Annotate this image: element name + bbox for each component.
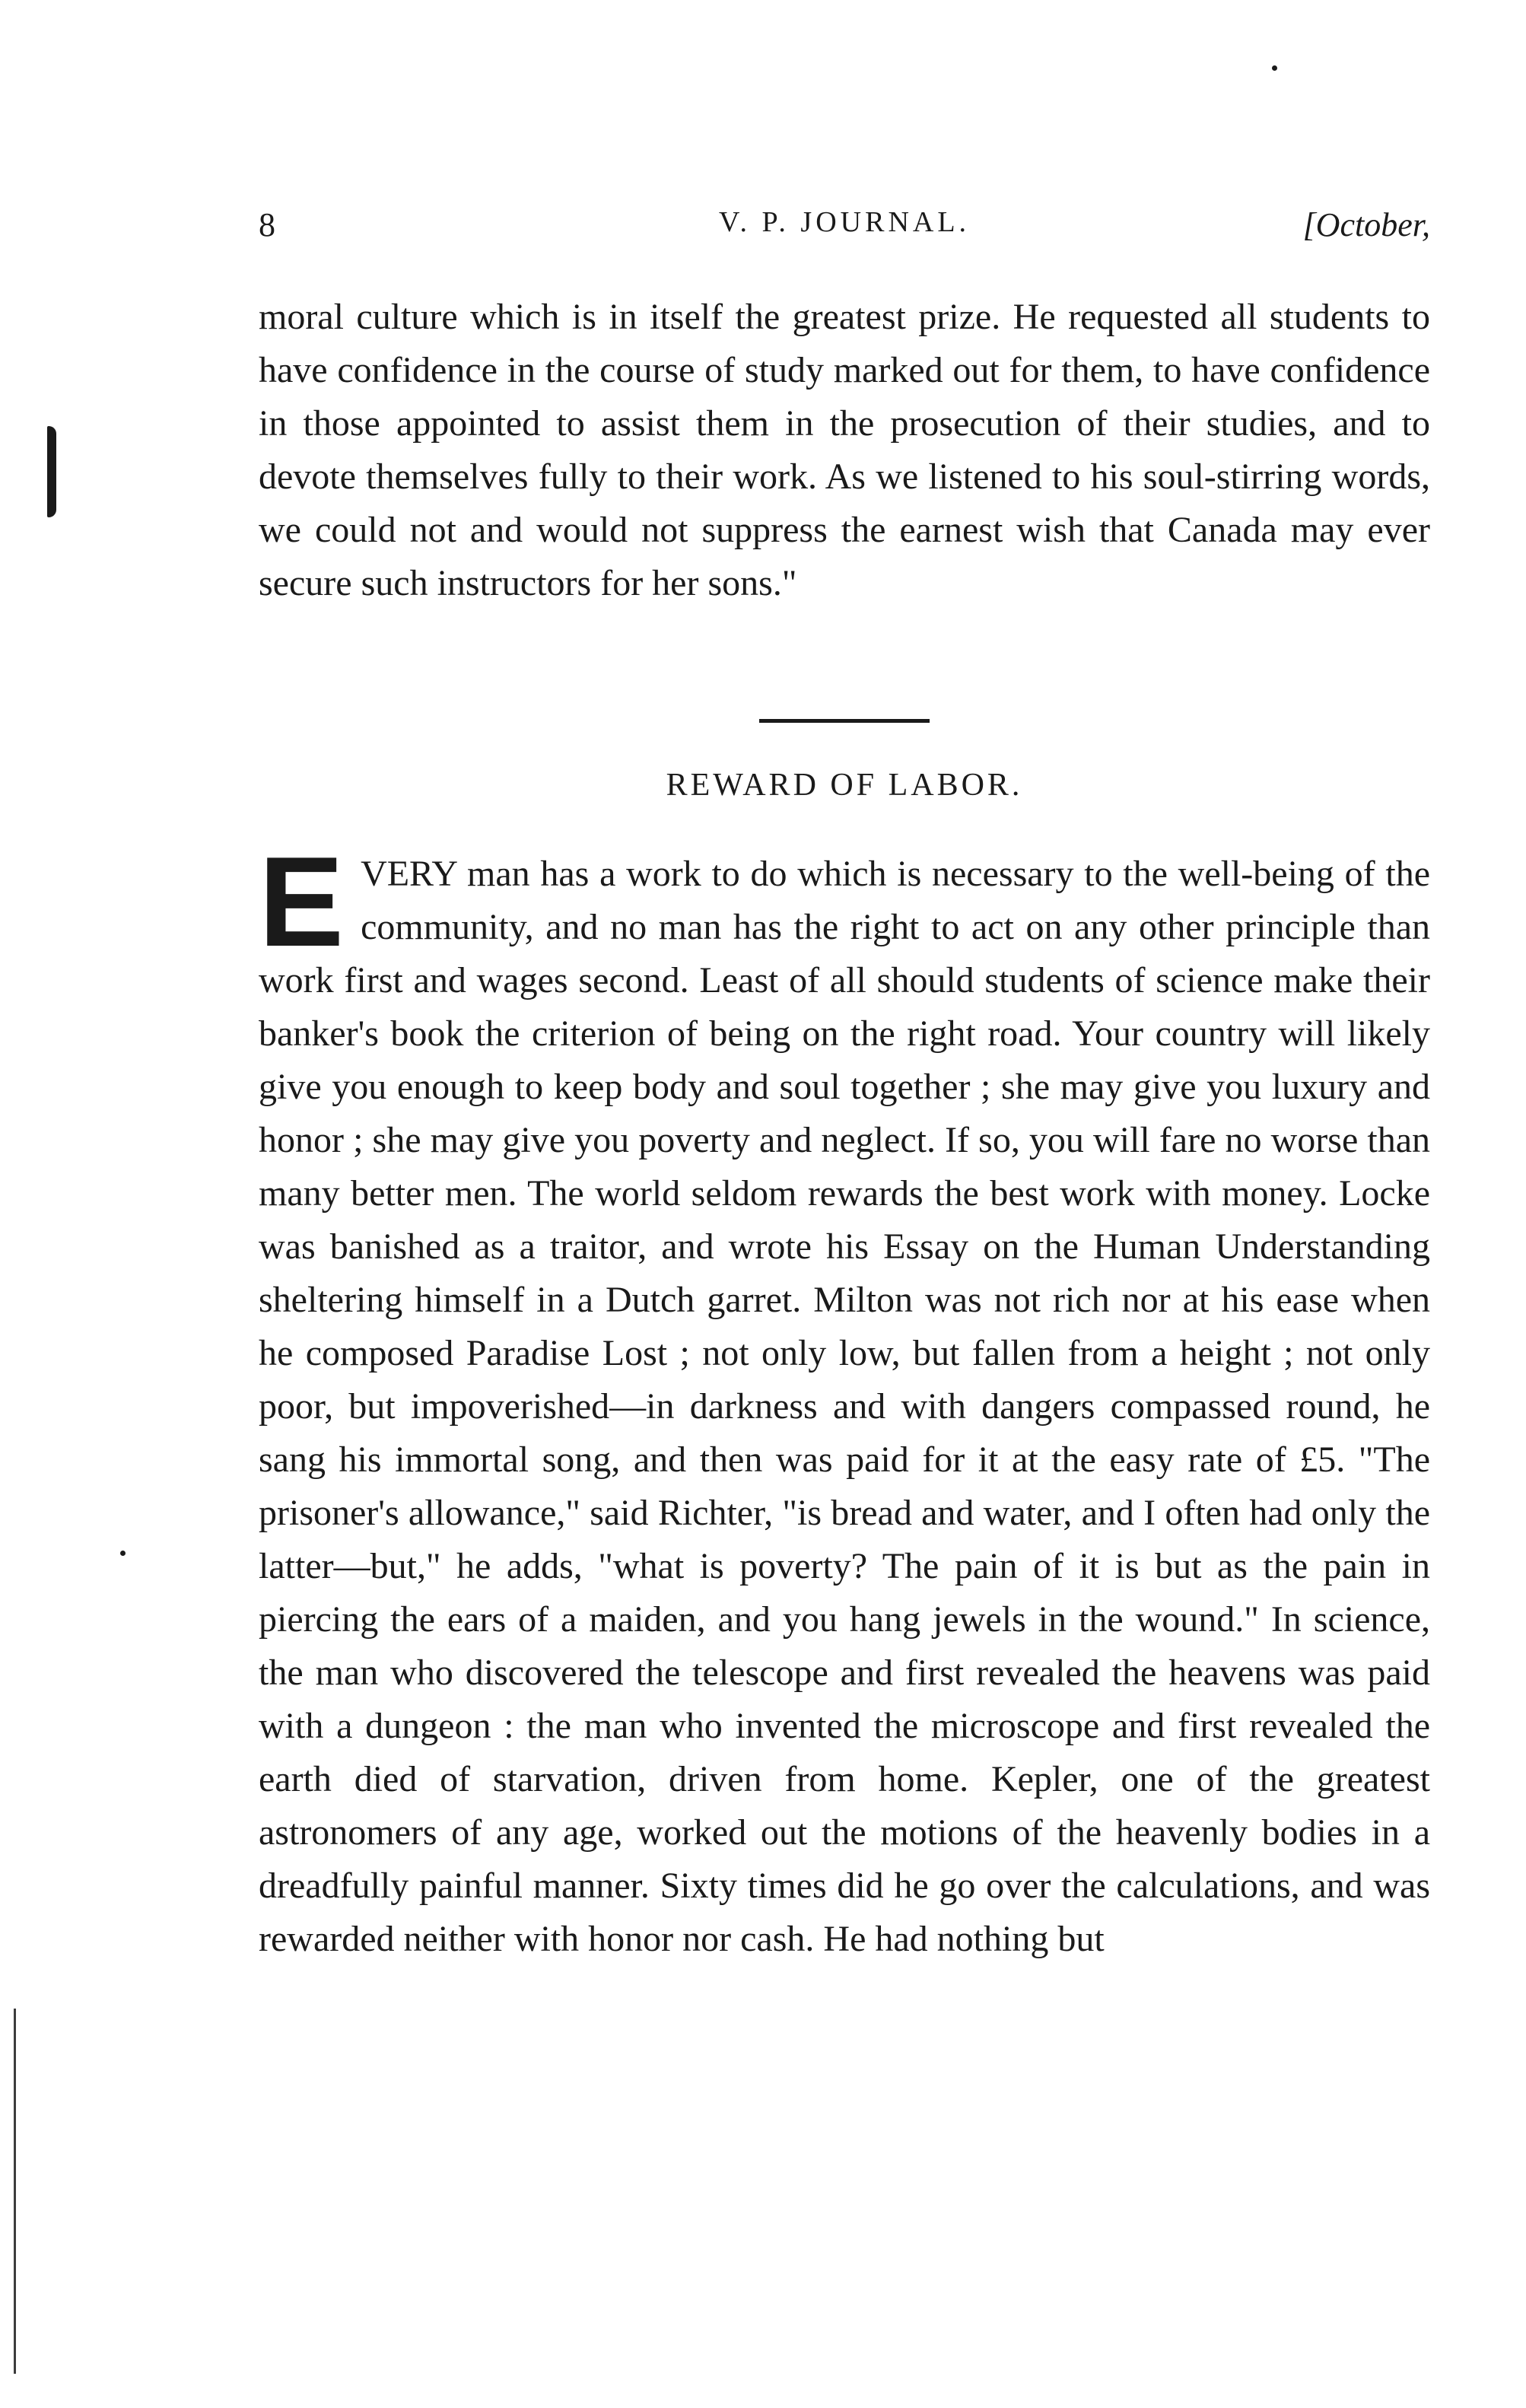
margin-speck <box>120 1551 126 1556</box>
page-header <box>259 205 1430 251</box>
margin-speck <box>1272 65 1277 71</box>
section-divider <box>759 719 930 723</box>
article-paragraph: VERY man has a work to do which is necessary to the well-being of the community, and no man has the right to act on any other principle than work first and wages second. Least of all should students of science make their banker's book the criterion of being on the right road. Your country will likely give you enough to keep body and soul together ; she may give you luxury and honor ; she may give you poverty and neglect. If so, you will fare no worse than many better men. The world seldom rewards the best work with money. Locke was banished as a traitor, and wrote his Essay on the Human Understanding sheltering himself in a Dutch garret. Milton was not rich nor at his ease when he composed Paradise Lost ; not only low, but fallen from a height ; not only poor, but impoverished—in darkness and with dangers compassed round, he sang his immortal song, and then was paid for it at the easy rate of £5. "The prisoner's allowance," said Richter, "is bread and water, and I often had only the latter—but," he adds, "what is poverty? The pain of it is but as the pain in piercing the ears of a maiden, and you hang jewels in the wound." In science, the man who discovered the telescope and first revealed the heavens was paid with a dungeon : the man who invented the microscope and first revealed the earth died of starvation, driven from home. Kepler, one of the greatest astronomers of any age, worked out the motions of the heavenly bodies in a dreadfully painful manner. Sixty times did he go over the calculations, and was rewarded neither with honor nor cash. He had nothing but <box>259 854 1430 1959</box>
margin-edge-line <box>14 2009 16 2374</box>
drop-cap: E <box>259 830 345 973</box>
continuation-text <box>259 291 1430 610</box>
margin-bracket-mark <box>47 426 56 517</box>
page-number: 8 <box>259 206 275 243</box>
running-month: [October, <box>1302 206 1430 243</box>
running-title: V. P. JOURNAL. <box>718 206 971 238</box>
article-title: REWARD OF LABOR. <box>666 768 1023 803</box>
article-body <box>259 830 1430 1966</box>
continuation-paragraph: moral culture which is in itself the greatest prize. He requested all students to have confidence in the course of study marked out for them, to have confidence in those appointed to assist them in the prosecution of their studies, and to devote themselves fully to their work. As we listened to his soul-stirring words, we could not and would not suppress the earnest wish that Canada may ever secure such instructors for her sons." <box>259 297 1430 603</box>
